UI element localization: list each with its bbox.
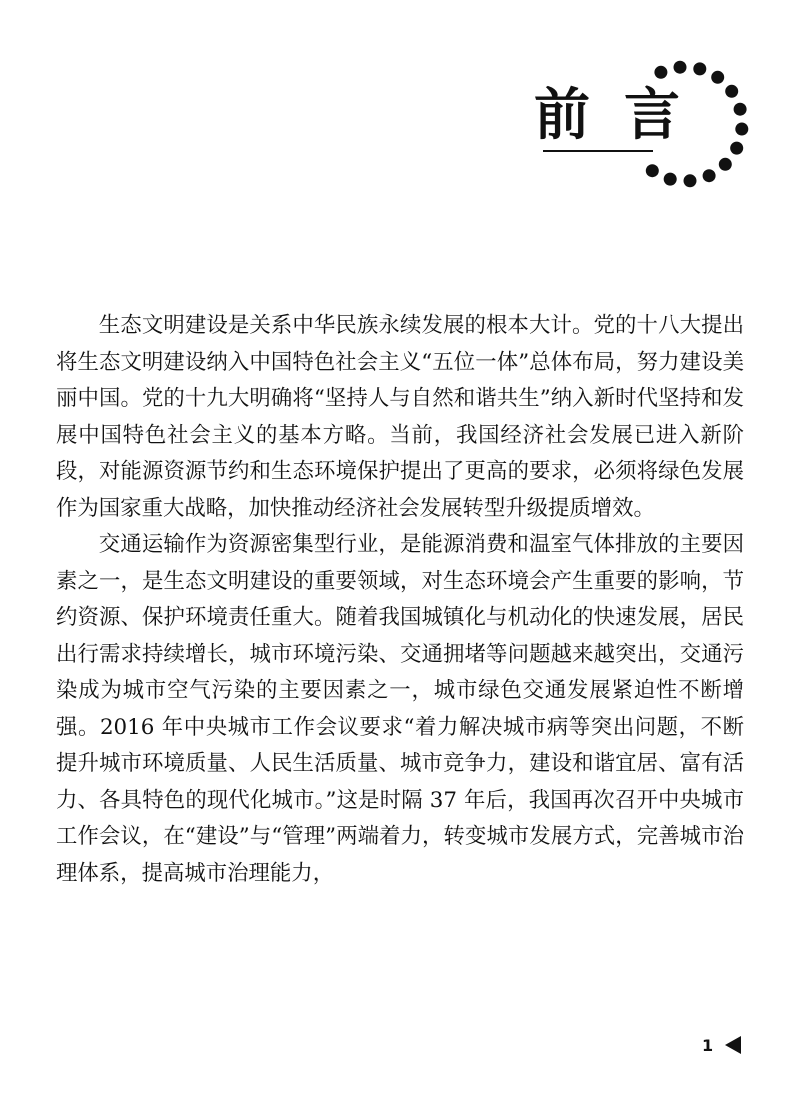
chapter-title: 前言 xyxy=(534,83,714,148)
decoration-dot xyxy=(654,66,667,79)
page-number: 1 xyxy=(702,1035,714,1055)
decoration-dot xyxy=(693,62,706,75)
decoration-dot xyxy=(725,85,738,98)
decoration-dot xyxy=(719,158,732,171)
decoration-dot xyxy=(674,61,687,74)
decoration-dot xyxy=(734,103,747,116)
left-triangle-icon xyxy=(725,1036,741,1054)
decoration-dot xyxy=(735,123,748,136)
title-underline xyxy=(543,150,653,152)
decoration-dot xyxy=(730,142,743,155)
decoration-dot xyxy=(684,174,697,187)
paragraph-2: 交通运输作为资源密集型行业，是能源消费和温室气体排放的主要因素之一，是生态文明建设的重要领域，对生态环境会产生重要的影响，节约资源、保护环境责任重大。随着我国城镇化与机动化的快速发展，居民出行需求持续增长，城市环境污染、交通拥堵等问题越来越突出，交通污染成为城市空气污染的主要因素之一，城市绿色交通发展紧迫性不断增强。2016 年中央城市工作会议要求“着力解决城市病等突出问题，不断提升城市环境质量、人民生活质量、城市竞争力，建设和谐宜居、富有活力、各具特色的现代化城市。”这是时隔 37 年后，我国再次召开中央城市工作会议，在“建设”与“管理”两端着力，转变城市发展方式，完善城市治理体系，提高城市治理能力， xyxy=(56,532,744,886)
decoration-dot xyxy=(711,71,724,84)
chapter-heading xyxy=(520,60,750,200)
page-footer xyxy=(702,1030,741,1060)
decoration-dot xyxy=(646,164,659,177)
decoration-dot xyxy=(703,169,716,182)
body-text xyxy=(56,308,744,892)
paragraph-1: 生态文明建设是关系中华民族永续发展的根本大计。党的十八大提出将生态文明建设纳入中国特色社会主义“五位一体”总体布局，努力建设美丽中国。党的十九大明确将“坚持人与自然和谐共生”纳入新时代坚持和发展中国特色社会主义的基本方略。当前，我国经济社会发展已进入新阶段，对能源资源节约和生态环境保护提出了更高的要求，必须将绿色发展作为国家重大战略，加快推动经济社会发展转型升级提质增效。 xyxy=(56,313,744,521)
decoration-dot xyxy=(664,173,677,186)
